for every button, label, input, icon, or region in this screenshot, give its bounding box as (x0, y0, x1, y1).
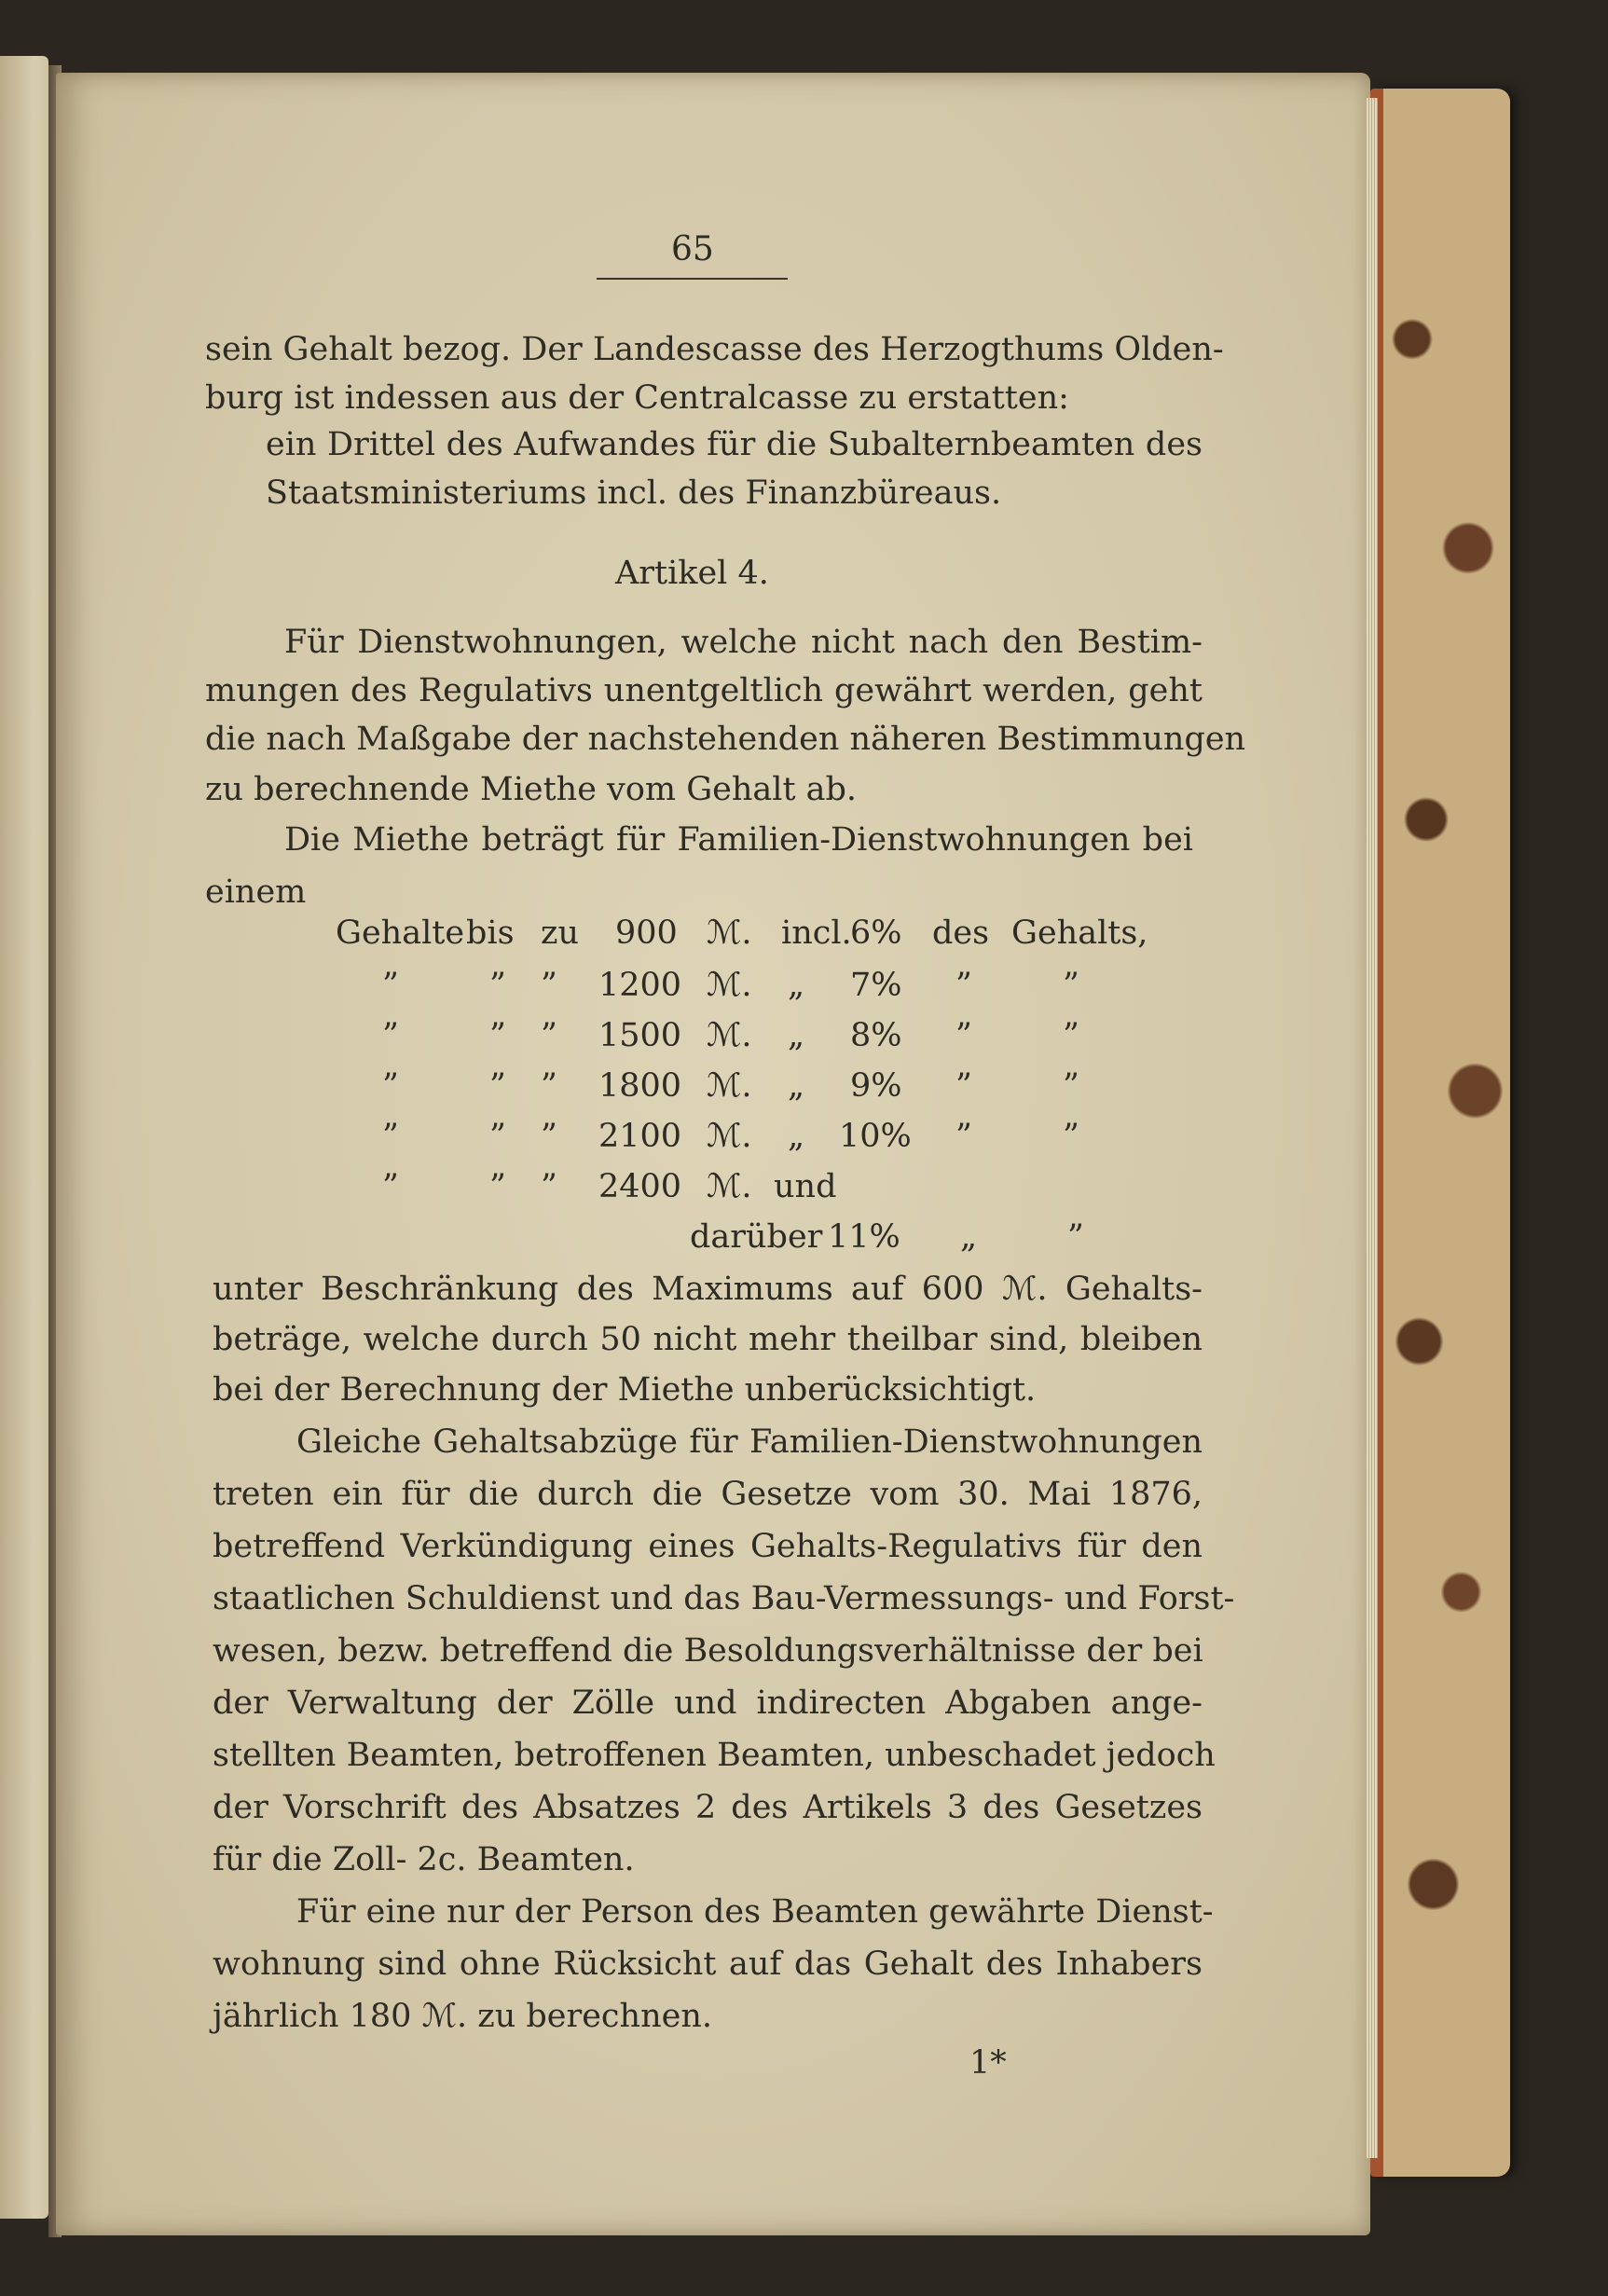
table-cell: ” (489, 1017, 506, 1054)
text-line: Die Miethe beträgt für Familien-Dienstwohnungen bei (284, 821, 1193, 859)
table-cell: ” (1063, 1017, 1079, 1054)
text-line: Für Dienstwohnungen, welche nicht nach den Bestim- (284, 624, 1203, 661)
table-cell: und (774, 1168, 837, 1205)
unit: ℳ. (707, 967, 752, 1004)
text-line: staatlichen Schuldienst und das Bau-Vermessungs- und Forst- (213, 1580, 1235, 1617)
section-heading: Artikel 4. (615, 555, 769, 592)
unit: ℳ. (707, 914, 752, 952)
text-line: Staatsministeriums incl. des Finanzbüreaus. (266, 474, 1002, 512)
text-line: wesen, bezw. betreffend die Besoldungsverhältnisse der bei (213, 1632, 1203, 1670)
text-line: beträge, welche durch 50 nicht mehr theilbar sind, bleiben (213, 1321, 1203, 1358)
table-cell: ” (541, 1067, 557, 1105)
signature-mark: 1* (969, 2044, 1007, 2082)
table-cell: ” (955, 967, 972, 1004)
table-cell: incl. (781, 914, 852, 952)
text-line: mungen des Regulativs unentgeltlich gewährt werden, geht (205, 672, 1203, 709)
table-cell: „ (960, 1218, 978, 1256)
table-cell: „ (788, 1118, 805, 1155)
amount: 900 (615, 914, 678, 952)
amount: 1200 (598, 967, 682, 1004)
percent: 11% (828, 1218, 900, 1256)
table-cell: ” (489, 1168, 506, 1205)
table-cell: des (932, 914, 990, 952)
text-line: der Vorschrift des Absatzes 2 des Artikels 3 des Gesetzes (213, 1789, 1203, 1826)
text-line: betreffend Verkündigung eines Gehalts-Regulativs für den (213, 1528, 1203, 1565)
table-cell: „ (788, 1067, 805, 1105)
text-line: für die Zoll- 2c. Beamten. (213, 1841, 635, 1878)
amount: 1800 (598, 1067, 682, 1105)
table-cell: ” (382, 1168, 399, 1205)
percent: 9% (850, 1067, 902, 1105)
table-cell: „ (788, 967, 805, 1004)
text-line: einem (205, 873, 307, 911)
header-rule (597, 278, 788, 280)
text-line: sein Gehalt bezog. Der Landescasse des Herzogthums Olden- (205, 331, 1224, 368)
table-cell: bis (466, 914, 515, 952)
table-cell: ” (1063, 1067, 1079, 1105)
table-cell: ” (382, 967, 399, 1004)
table-cell: ” (541, 1168, 557, 1205)
percent: 10% (839, 1118, 912, 1155)
table-cell: darüber (690, 1218, 823, 1256)
text-line: treten ein für die durch die Gesetze vom 30. Mai 1876, (213, 1476, 1203, 1513)
text-line: bei der Berechnung der Miethe unberücksichtigt. (213, 1371, 1037, 1409)
table-cell: ” (382, 1067, 399, 1105)
text-line: jährlich 180 ℳ. zu berechnen. (213, 1998, 712, 2035)
table-cell: ” (382, 1118, 399, 1155)
table-cell: ” (1067, 1218, 1084, 1256)
percent: 7% (850, 967, 902, 1004)
unit: ℳ. (707, 1067, 752, 1105)
text-line: stellten Beamten, betroffenen Beamten, unbeschadet jedoch (213, 1737, 1216, 1774)
percent: 8% (850, 1017, 902, 1054)
text-line: zu berechnende Miethe vom Gehalt ab. (205, 771, 858, 808)
table-cell: ” (955, 1067, 972, 1105)
table-cell: ” (489, 967, 506, 1004)
unit: ℳ. (707, 1168, 752, 1205)
unit: ℳ. (707, 1017, 752, 1054)
table-cell: ” (489, 1118, 506, 1155)
page-number: 65 (671, 230, 714, 268)
text-line: wohnung sind ohne Rücksicht auf das Gehalt des Inhabers (213, 1945, 1203, 1983)
amount: 2100 (598, 1118, 682, 1155)
table-cell: ” (1063, 967, 1079, 1004)
table-cell: ” (1063, 1118, 1079, 1155)
text-line: Für eine nur der Person des Beamten gewährte Dienst- (296, 1893, 1214, 1931)
table-cell: ” (541, 967, 557, 1004)
text-line: unter Beschränkung des Maximums auf 600 ℳ. Gehalts- (213, 1271, 1203, 1308)
unit: ℳ. (707, 1118, 752, 1155)
text-line: der Verwaltung der Zölle und indirecten Abgaben ange- (213, 1684, 1203, 1722)
text-line: die nach Maßgabe der nachstehenden näheren Bestimmungen (205, 721, 1246, 758)
table-cell: Gehalte (336, 914, 465, 952)
text-line: Gleiche Gehaltsabzüge für Familien-Dienstwohnungen (296, 1423, 1203, 1461)
table-cell: ” (541, 1118, 557, 1155)
percent: 6% (850, 914, 902, 952)
table-cell: ” (955, 1017, 972, 1054)
table-cell: Gehalts, (1011, 914, 1148, 952)
table-cell: ” (382, 1017, 399, 1054)
table-cell: ” (955, 1118, 972, 1155)
text-line: ein Drittel des Aufwandes für die Subalternbeamten des (266, 426, 1203, 463)
table-cell: zu (541, 914, 579, 952)
amount: 2400 (598, 1168, 682, 1205)
table-cell: ” (541, 1017, 557, 1054)
table-cell: „ (788, 1017, 805, 1054)
text-line: burg ist indessen aus der Centralcasse zu erstatten: (205, 379, 1069, 417)
table-cell: ” (489, 1067, 506, 1105)
amount: 1500 (598, 1017, 682, 1054)
